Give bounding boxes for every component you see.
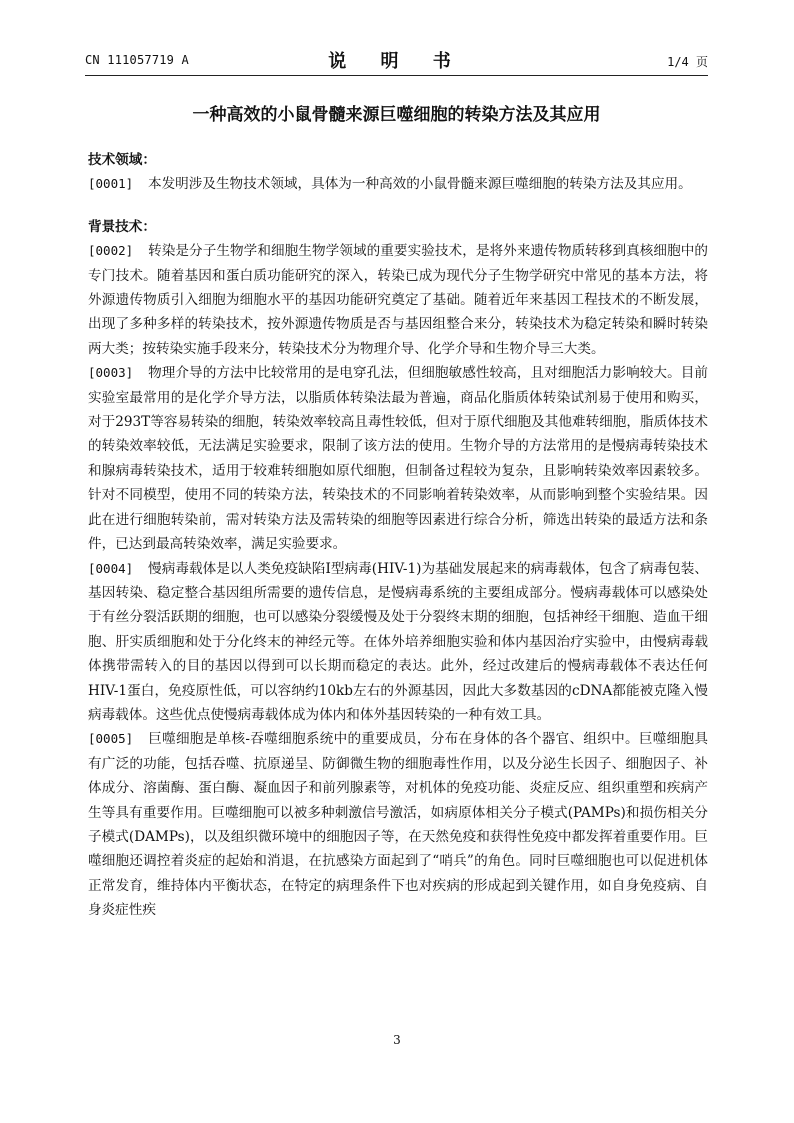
patent-number: CN 111057719 A [85,53,189,67]
paragraph-number: [0001] [88,176,134,192]
paragraph-number: [0005] [88,731,134,747]
paragraph [88,727,708,922]
paragraph-number: [0004] [88,560,134,576]
section-heading-background: 背景技术： [88,218,156,235]
paragraph-number: [0003] [88,365,134,381]
header-rule [85,75,708,76]
paragraph-text: 慢病毒载体是以人类免疫缺陷I型病毒(HIV-1)为基础发展起来的病毒载体，包含了病毒包装、基因转染、稳定整合基因组所需要的遗传信息，是慢病毒系统的主要组成部分。慢病毒载体可以感染处于有丝分裂活跃期的细胞，也可以感染分裂缓慢及处于分裂终末期的细胞，包括神经干细胞、造血干细胞、肝实质细胞和处于分化终末的神经元等。在体外培养细胞实验和体内基因治疗实验中，由慢病毒载体携带需转入的目的基因以得到可以长期而稳定的表达。此外，经过改建后的慢病毒载体不表达任何HIV-1蛋白，免疫原性低，可以容纳约10kb左右的外源基因，因此大多数基因的cDNA都能被克隆入慢病毒载体。这些优点使慢病毒载体成为体内和体外基因转染的一种有效工具。 [88,560,708,723]
section-spacer [88,197,708,215]
page-indicator: 1/4 页 [667,55,708,69]
document-title: 一种高效的小鼠骨髓来源巨噬细胞的转染方法及其应用 [192,105,601,125]
section-heading-technical-field: 技术领域： [88,152,156,168]
paragraph-text: 物理介导的方法中比较常用的是电穿孔法，但细胞敏感性较高，且对细胞活力影响较大。目前实验室最常用的是化学介导方法，以脂质体转染法最为普遍，商品化脂质体转染试剂易于使用和购买，对于293T等容易转染的细胞，转染效率较高且毒性较低，但对于原代细胞及其他难转细胞，脂质体技术的转染效率较低，无法满足实验要求，限制了该方法的使用。生物介导的方法常用的是慢病毒转染技术和腺病毒转染技术，适用于较难转细胞如原代细胞，但制备过程较为复杂，且影响转染效率因素较多。针对不同模型，使用不同的转染方法，转染技术的不同影响着转染效率，从而影响到整个实验结果。因此在进行细胞转染前，需对转染方法及需转染的细胞等因素进行综合分析，筛选出转染的最适方法和条件，已达到最高转染效率，满足实验要求。 [88,365,708,553]
paragraph [88,557,708,728]
paragraph [88,361,708,556]
paragraph-text: 转染是分子生物学和细胞生物学领域的重要实验技术，是将外来遗传物质转移到真核细胞中的专门技术。随着基因和蛋白质功能研究的深入，转染已成为现代分子生物学研究中常见的基本方法，将外源遗传物质引入细胞为细胞水平的基因功能研究奠定了基础。随着近年来基因工程技术的不断发展，出现了多种多样的转染技术，按外源遗传物质是否与基因组整合来分，转染技术为稳定转染和瞬时转染两大类；按转染实施手段来分，转染技术分为物理介导、化学介导和生物介导三大类。 [88,243,708,357]
page-header [85,50,708,72]
document-type: 说 明 书 [328,51,465,72]
paragraph [88,172,708,196]
page-number: 3 [393,1033,401,1047]
paragraph [88,239,708,361]
paragraph-number: [0002] [88,243,134,259]
paragraph-text: 巨噬细胞是单核-吞噬细胞系统中的重要成员，分布在身体的各个器官、组织中。巨噬细胞具有广泛的功能，包括吞噬、抗原递呈、防御微生物的细胞毒性作用，以及分泌生长因子、细胞因子、补体成分、溶菌酶、蛋白酶、凝血因子和前列腺素等，对机体的免疫功能、炎症反应、组织重塑和疾病产生等具有重要作用。巨噬细胞可以被多种刺激信号激活，如病原体相关分子模式(PAMPs)和损伤相关分子模式(DAMPs)，以及组织微环境中的细胞因子等，在天然免疫和获得性免疫中都发挥着重要作用。巨噬细胞还调控着炎症的起始和消退，在抗感染方面起到了“哨兵”的角色。同时巨噬细胞也可以促进机体正常发育，维持体内平衡状态，在特定的病理条件下也对疾病的形成起到关键作用，如自身免疫病、自身炎症性疾 [88,731,708,919]
paragraph-text: 本发明涉及生物技术领域，具体为一种高效的小鼠骨髓来源巨噬细胞的转染方法及其应用。 [148,176,692,193]
document-body [88,148,708,923]
